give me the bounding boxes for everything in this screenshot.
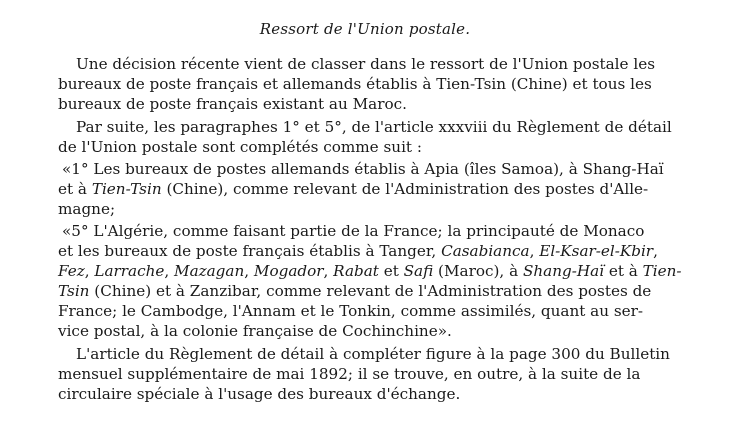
place-name-rabat: Rabat [333, 262, 379, 280]
place-name-tien-tsin-part-2: Tsin [58, 282, 90, 300]
place-name-mogador: Mogador [253, 262, 324, 280]
text-run: , [244, 262, 254, 280]
place-name-mazagan: Mazagan [174, 262, 245, 280]
place-name-el-ksar-el-kbir: El-Ksar-el-Kbir [539, 242, 654, 260]
text-run: et à [58, 180, 92, 198]
paragraph-1-line-3: bureaux de poste français existant au Maroc. [58, 95, 407, 113]
place-name-casabianca: Casabianca [441, 242, 530, 260]
paragraph-5-line-2: mensuel supplémentaire de mai 1892; il se trouve, en outre, à la suite de la [58, 365, 641, 383]
paragraph-2-line-1: Par suite, les paragraphes 1° et 5°, de l'article xxxviii du Règlement de détail [76, 118, 672, 136]
paragraph-5-line-1: L'article du Règlement de détail à compléter figure à la page 300 du Bulletin [76, 345, 670, 363]
text-run: , [84, 262, 95, 280]
text-run: (Maroc), à [433, 262, 523, 280]
place-name-larrache: Larrache [94, 262, 165, 280]
place-name-fez: Fez [58, 262, 85, 280]
section-heading: Ressort de l'Union postale. [259, 20, 471, 38]
place-name-tien-tsin-part-1: Tien- [642, 262, 682, 280]
text-run: , [653, 242, 658, 260]
paragraph-1-line-1: Une décision récente vient de classer dans le ressort de l'Union postale les [76, 55, 655, 73]
text-run: (Chine), comme relevant de l'Administration des postes d'Alle- [161, 180, 649, 198]
paragraph-4-line-2 [58, 242, 658, 260]
paragraph-4-line-1: «5° L'Algérie, comme faisant partie de la France; la principauté de Monaco [62, 222, 645, 240]
paragraph-5-line-3: circulaire spéciale à l'usage des bureaux d'échange. [58, 385, 461, 403]
paragraph-4-line-3 [58, 262, 682, 280]
place-name-safi: Safi [403, 262, 434, 280]
text-run: et les bureaux de poste français établis à Tanger, [58, 242, 442, 260]
paragraph-3-line-1: «1° Les bureaux de postes allemands établis à Apia (îles Samoa), à Shang-Haï [62, 160, 664, 178]
text-run: et [378, 262, 404, 280]
place-name-shang-hai: Shang-Haï [522, 262, 605, 280]
paragraph-3-line-2 [58, 180, 648, 198]
paragraph-4-line-4 [58, 282, 651, 300]
paragraph-4-line-5: France; le Cambodge, l'Annam et le Tonkin, comme assimilés, quant au ser- [58, 302, 644, 320]
text-run: , [164, 262, 175, 280]
text-run: (Chine) et à Zanzibar, comme relevant de l'Administration des postes de [89, 282, 652, 300]
text-run: et à [604, 262, 643, 280]
paragraph-2-line-2: de l'Union postale sont complétés comme suit : [58, 138, 422, 156]
paragraph-3-line-3: magne; [58, 200, 116, 218]
place-name-tien-tsin: Tien-Tsin [91, 180, 162, 198]
text-run: , [323, 262, 334, 280]
paragraph-1-line-2: bureaux de poste français et allemands établis à Tien-Tsin (Chine) et tous les [58, 75, 652, 93]
text-run: , [529, 242, 540, 260]
paragraph-4-line-6: vice postal, à la colonie française de Cochinchine». [58, 322, 452, 340]
